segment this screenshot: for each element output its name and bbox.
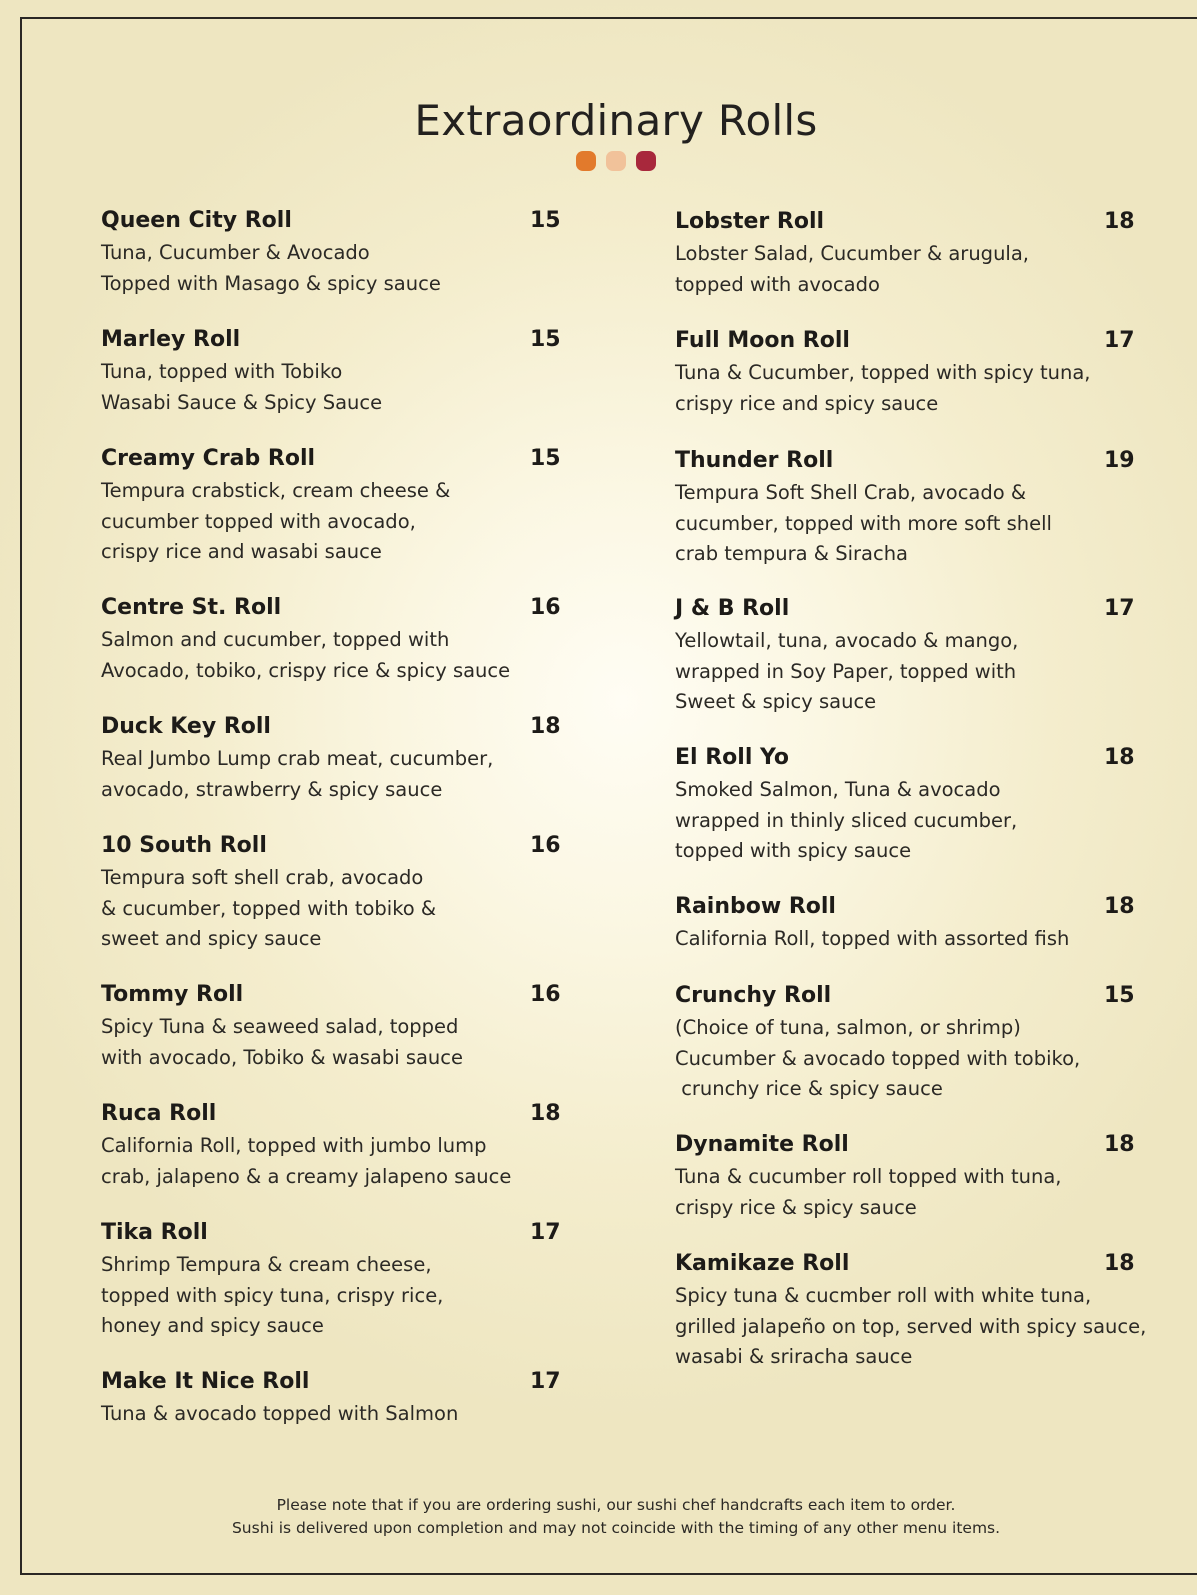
- item-name: Dynamite Roll: [675, 1132, 849, 1157]
- item-name: Thunder Roll: [675, 448, 834, 473]
- item-name: Full Moon Roll: [675, 328, 850, 353]
- item-name: Creamy Crab Roll: [101, 446, 316, 471]
- item-price: 17: [1104, 596, 1135, 621]
- item-price: 19: [1104, 448, 1135, 473]
- item-name: El Roll Yo: [675, 745, 790, 770]
- item-description: Shrimp Tempura & cream cheese, topped with spicy tuna, crispy rice, honey and spicy sauce: [101, 1253, 444, 1337]
- note-line-2: Sushi is delivered upon completion and may not coincide with the timing of any other menu items.: [231, 1519, 1001, 1537]
- item-price: 17: [530, 1369, 561, 1394]
- item-price: 17: [1104, 328, 1135, 353]
- menu-item: [101, 327, 560, 418]
- menu-item: [675, 209, 1134, 300]
- item-description: Tuna & cucumber roll topped with tuna, crispy rice & spicy sauce: [675, 1165, 1062, 1219]
- menu-item: [101, 714, 560, 805]
- item-price: 17: [530, 1220, 561, 1245]
- menu-item: [101, 982, 560, 1073]
- item-name: Tommy Roll: [101, 982, 244, 1007]
- item-price: 18: [1104, 894, 1135, 919]
- menu-item: [675, 448, 1134, 570]
- item-name: Lobster Roll: [675, 209, 825, 234]
- item-price: 18: [1104, 1251, 1135, 1276]
- item-name: Rainbow Roll: [675, 894, 836, 919]
- peach-dot-icon: [606, 151, 626, 171]
- item-description: Tempura Soft Shell Crab, avocado & cucumber, topped with more soft shell crab tempura & Siracha: [675, 481, 1052, 565]
- item-price: 18: [1104, 745, 1135, 770]
- item-description: Yellowtail, tuna, avocado & mango, wrapped in Soy Paper, topped with Sweet & spicy sauce: [675, 629, 1019, 713]
- item-description: Tuna, topped with Tobiko Wasabi Sauce & Spicy Sauce: [101, 360, 383, 414]
- item-description: Tuna, Cucumber & Avocado Topped with Masago & spicy sauce: [101, 241, 441, 295]
- menu-title: Extraordinary Rolls: [414, 96, 818, 145]
- item-price: 18: [1104, 209, 1135, 234]
- menu-item: [101, 1369, 560, 1430]
- item-name: Ruca Roll: [101, 1101, 217, 1126]
- item-price: 16: [530, 982, 561, 1007]
- item-description: Spicy tuna & cucmber roll with white tuna, grilled jalapeño on top, served with spicy sauce, wasabi & sriracha sauce: [675, 1284, 1147, 1368]
- item-description: (Choice of tuna, salmon, or shrimp) Cucumber & avocado topped with tobiko, crunchy rice & spicy sauce: [675, 1016, 1081, 1100]
- orange-dot-icon: [576, 151, 596, 171]
- item-price: 16: [530, 833, 561, 858]
- item-name: J & B Roll: [675, 596, 790, 621]
- item-description: Spicy Tuna & seaweed salad, topped with avocado, Tobiko & wasabi sauce: [101, 1015, 464, 1069]
- item-price: 15: [530, 327, 561, 352]
- item-description: Lobster Salad, Cucumber & arugula, topped with avocado: [675, 242, 1029, 296]
- item-name: Queen City Roll: [101, 208, 292, 233]
- item-name: Make It Nice Roll: [101, 1369, 310, 1394]
- menu-item: [675, 328, 1134, 419]
- item-name: 10 South Roll: [101, 833, 267, 858]
- item-price: 15: [530, 208, 561, 233]
- item-description: Tuna & Cucumber, topped with spicy tuna, crispy rice and spicy sauce: [675, 361, 1091, 415]
- item-price: 15: [1104, 983, 1135, 1008]
- crimson-dot-icon: [636, 151, 656, 171]
- item-name: Marley Roll: [101, 327, 241, 352]
- menu-item: [101, 1220, 560, 1342]
- item-description: Tuna & avocado topped with Salmon: [101, 1402, 459, 1425]
- item-price: 18: [1104, 1132, 1135, 1157]
- menu-item: [675, 596, 1134, 718]
- menu-item: [101, 1101, 560, 1192]
- item-name: Kamikaze Roll: [675, 1251, 850, 1276]
- item-name: Centre St. Roll: [101, 595, 282, 620]
- item-name: Duck Key Roll: [101, 714, 271, 739]
- item-description: Tempura soft shell crab, avocado & cucumber, topped with tobiko & sweet and spicy sauce: [101, 866, 437, 950]
- item-description: California Roll, topped with jumbo lump crab, jalapeno & a creamy jalapeno sauce: [101, 1134, 512, 1188]
- item-name: Crunchy Roll: [675, 983, 832, 1008]
- menu-item: [101, 833, 560, 955]
- menu-item: [675, 894, 1134, 955]
- menu-item: [675, 745, 1134, 867]
- item-price: 18: [530, 714, 561, 739]
- item-description: Smoked Salmon, Tuna & avocado wrapped in thinly sliced cucumber, topped with spicy sauce: [675, 778, 1018, 862]
- note-line-1: Please note that if you are ordering sushi, our sushi chef handcrafts each item to order.: [276, 1496, 956, 1514]
- menu-item: [101, 446, 560, 568]
- sushi-order-note: [0, 1494, 1197, 1540]
- item-description: California Roll, topped with assorted fish: [675, 927, 1070, 950]
- item-price: 16: [530, 595, 561, 620]
- decorative-dots: [576, 151, 666, 171]
- item-description: Tempura crabstick, cream cheese & cucumber topped with avocado, crispy rice and wasabi sauce: [101, 479, 451, 563]
- item-description: Salmon and cucumber, topped with Avocado, tobiko, crispy rice & spicy sauce: [101, 628, 511, 682]
- menu-item: [101, 595, 560, 686]
- menu-item: [675, 983, 1134, 1105]
- menu-item: [675, 1251, 1147, 1373]
- item-price: 18: [530, 1101, 561, 1126]
- menu-item: [675, 1132, 1134, 1223]
- item-name: Tika Roll: [101, 1220, 208, 1245]
- item-description: Real Jumbo Lump crab meat, cucumber, avocado, strawberry & spicy sauce: [101, 747, 494, 801]
- item-price: 15: [530, 446, 561, 471]
- menu-item: [101, 208, 560, 299]
